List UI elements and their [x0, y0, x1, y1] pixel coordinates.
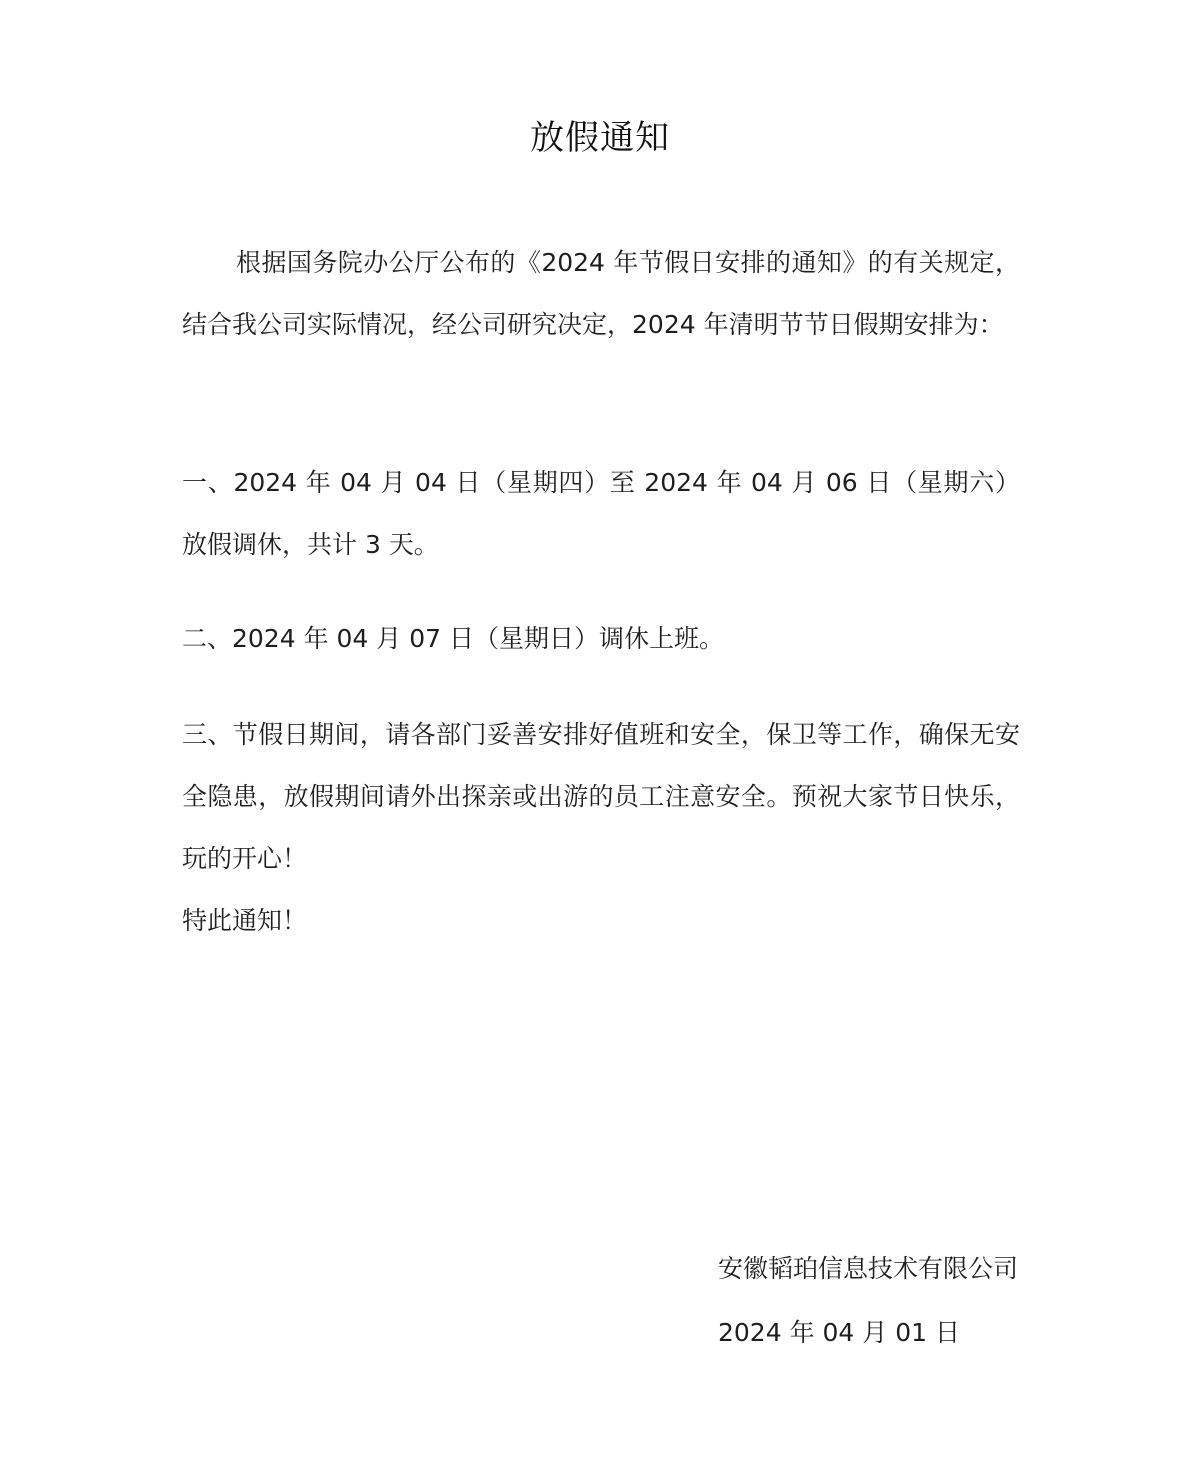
notice-item-2: 二、2024 年 04 月 07 日（星期日）调休上班。: [182, 624, 724, 653]
notice-title: 放假通知: [530, 118, 670, 158]
notice-item-1: 一、2024 年 04 月 04 日（星期四）至 2024 年 04 月 06 日（星期六）放假调休，共计 3 天。: [182, 468, 1020, 559]
signature-date: 2024 年 04 月 01 日: [718, 1318, 960, 1347]
notice-item-3: 三、节假日期间，请各部门妥善安排好值班和安全，保卫等工作，确保无安全隐患，放假期间请外出探亲或出游的员工注意安全。预祝大家节日快乐，玩的开心！: [182, 720, 1020, 873]
signature-company: 安徽韬珀信息技术有限公司: [717, 1254, 1018, 1283]
notice-intro-paragraph: 根据国务院办公厅公布的《2024 年节假日安排的通知》的有关规定，结合我公司实际情况，经公司研究决定，2024 年清明节节日假期安排为：: [182, 248, 1020, 339]
notice-closing: 特此通知！: [182, 906, 308, 935]
